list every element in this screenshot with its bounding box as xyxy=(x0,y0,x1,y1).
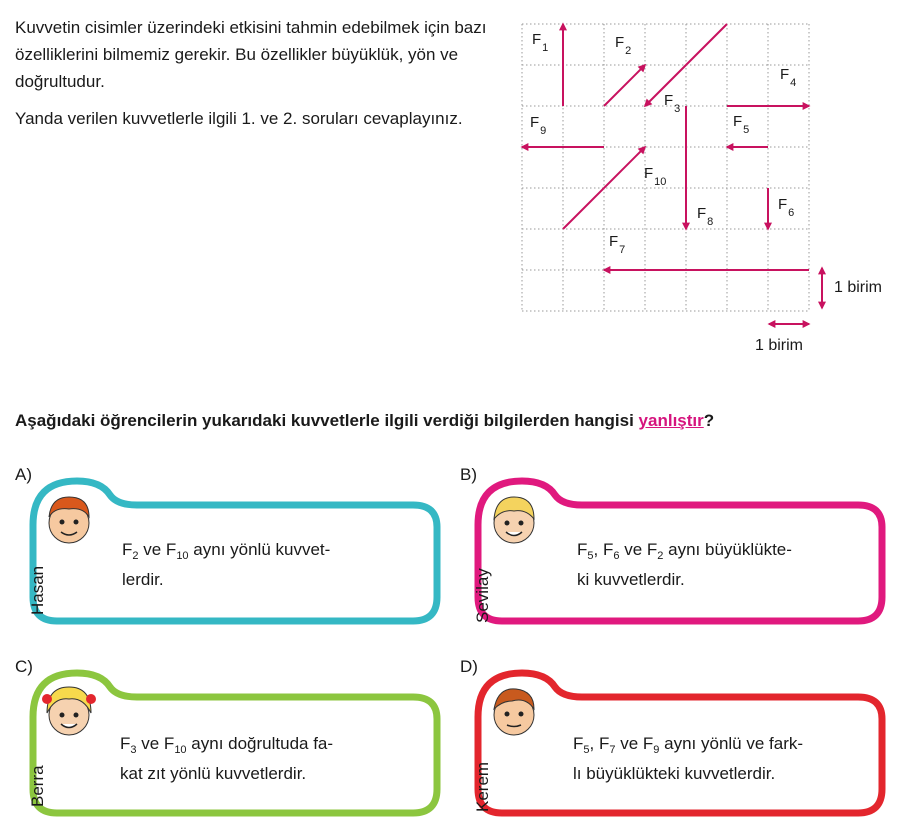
force-label-f7: $F_7$ xyxy=(609,233,626,256)
force-arrows xyxy=(522,24,809,270)
berra-avatar xyxy=(37,679,101,743)
option-text xyxy=(120,729,333,789)
option-line-2: ki kuvvetlerdir. xyxy=(577,570,685,589)
question-text xyxy=(15,411,714,431)
student-name: Sevilay xyxy=(473,568,492,623)
unit-horizontal-label: 1 birim xyxy=(755,337,804,354)
option-line-2: lı büyüklükteki kuvvetlerdir. xyxy=(573,764,776,783)
sevilay-avatar xyxy=(482,487,546,551)
force-label-f10: $F_{10}$ xyxy=(644,165,667,188)
student-name: Hasan xyxy=(28,565,47,615)
force-label-f5: $F_5$ xyxy=(733,113,750,136)
option-b-card[interactable] xyxy=(460,465,890,625)
force-label-f1: $F_1$ xyxy=(532,31,549,54)
student-name: Kerem xyxy=(473,761,492,812)
option-letter: A) xyxy=(15,465,32,484)
force-arrow-f2 xyxy=(604,65,645,106)
force-label-f8: $F_8$ xyxy=(697,205,714,228)
student-name: Berra xyxy=(28,765,47,807)
option-letter: B) xyxy=(460,465,477,484)
question-main: Aşağıdaki öğrencilerin yukarıdaki kuvvetlerle ilgili verdiği bilgilerden hangisi xyxy=(15,411,639,430)
option-line-2: kat zıt yönlü kuvvetlerdir. xyxy=(120,764,307,783)
hasan-avatar xyxy=(37,487,101,551)
option-line-1: $F_2$ ve $F_{10}$ aynı yönlü kuvvet- xyxy=(122,540,331,562)
option-line-2: lerdir. xyxy=(122,570,164,589)
option-a-card[interactable] xyxy=(15,465,445,625)
question-highlight: yanlıştır xyxy=(638,411,704,430)
intro-paragraph-1: Kuvvetin cisimler üzerindeki etkisini tahmin edebilmek için bazı özelliklerini bilmemiz gerekir. Bu özellikler büyüklük, yön ve doğrultudur. xyxy=(15,18,487,91)
force-label-f9: $F_9$ xyxy=(530,114,547,137)
unit-vertical-label: 1 birim xyxy=(834,279,883,296)
option-text xyxy=(577,535,792,595)
option-c-card[interactable] xyxy=(15,657,445,817)
option-text xyxy=(573,729,803,789)
force-label-f2: $F_2$ xyxy=(615,34,632,57)
option-line-1: $F_5$, $F_7$ ve $F_9$ aynı yönlü ve fark- xyxy=(573,734,804,756)
option-line-1: $F_3$ ve $F_{10}$ aynı doğrultuda fa- xyxy=(120,734,334,756)
dotted-grid xyxy=(522,24,809,311)
option-letter: D) xyxy=(460,657,478,676)
force-label-f3: $F_3$ xyxy=(664,92,681,115)
kerem-avatar xyxy=(482,679,546,743)
option-letter: C) xyxy=(15,657,33,676)
force-grid-diagram xyxy=(0,0,904,400)
question-mark: ? xyxy=(703,411,715,430)
option-line-1: $F_5$, $F_6$ ve $F_2$ aynı büyüklükte- xyxy=(577,540,792,562)
force-label-f6: $F_6$ xyxy=(778,196,795,219)
intro-paragraph-2: Yanda verilen kuvvetlerle ilgili 1. ve 2. soruları cevaplayınız. xyxy=(15,109,463,128)
option-d-card[interactable] xyxy=(460,657,890,817)
force-label-f4: $F_4$ xyxy=(780,66,797,89)
option-text xyxy=(122,535,330,595)
